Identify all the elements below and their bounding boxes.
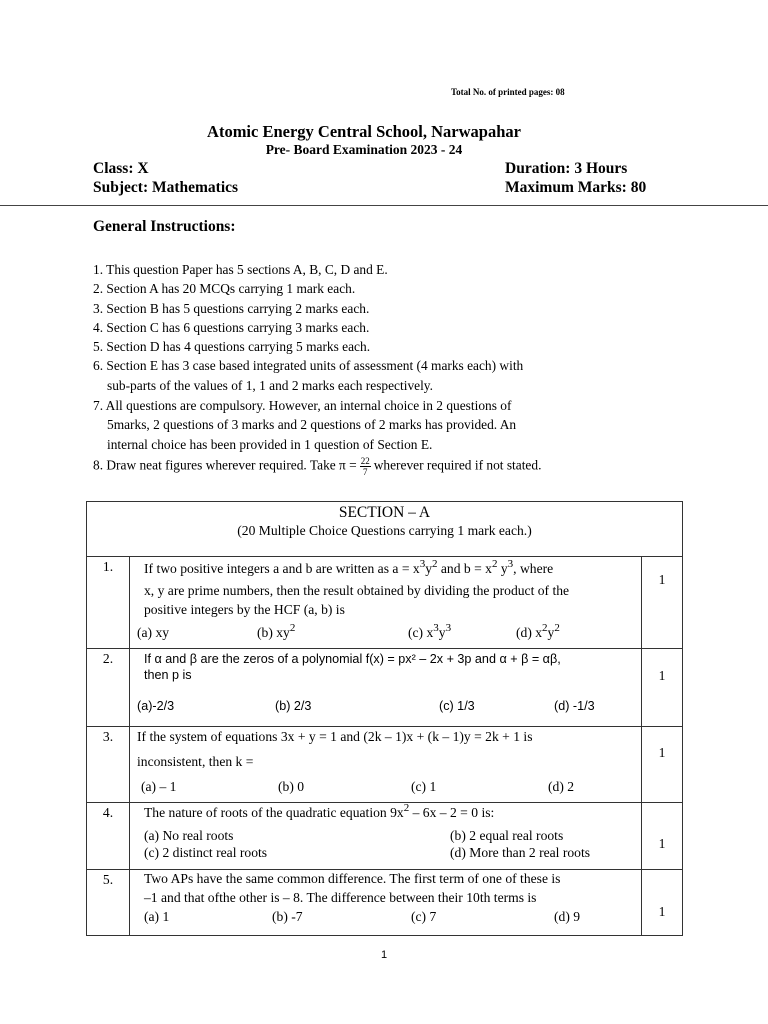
question-text: The nature of roots of the quadratic equation $9x^2 - 6x - 2 = 0$ is:	[144, 802, 495, 820]
option-d: (d) 2	[548, 779, 575, 794]
option-d: (d) $x^2y^2$	[516, 622, 560, 640]
option-a: (a) 1	[144, 909, 170, 924]
question-body	[130, 870, 642, 936]
instruction-item: 3. Section B has 5 questions carrying 2 marks each.	[93, 301, 370, 316]
duration-label: Duration: 3 Hours	[505, 160, 628, 177]
option-b: (b) -7	[272, 909, 303, 924]
question-text: –1 and that ofthe other is – 8. The difference between their 10th terms is	[144, 890, 537, 905]
question-number: 3.	[87, 727, 130, 803]
question-text: If α and β are the zeros of a polynomial f(x) = px² – 2x + 3p and α + β = αβ,	[144, 652, 561, 666]
question-row	[87, 803, 683, 870]
instruction-item: internal choice has been provided in 1 question of Section E.	[107, 437, 433, 452]
question-row	[87, 649, 683, 727]
question-row	[87, 557, 683, 649]
question-text: If the system of equations 3x + y = 1 and (2k – 1)x + (k – 1)y = 2k + 1 is	[137, 729, 533, 744]
instruction-item: 1. This question Paper has 5 sections A, B, C, D and E.	[93, 262, 388, 277]
option-b: (b) 2 equal real roots	[450, 828, 564, 843]
question-number: 5.	[87, 870, 130, 936]
question-marks: 1	[642, 803, 683, 870]
instruction-item: 5marks, 2 questions of 3 marks and 2 questions of 2 marks has provided. An	[107, 417, 517, 432]
option-c: (c) 1	[411, 779, 437, 794]
header-divider	[0, 205, 768, 206]
instruction-item: 5. Section D has 4 questions carrying 5 marks each.	[93, 339, 371, 354]
instruction-item: 2. Section A has 20 MCQs carrying 1 mark each.	[93, 281, 356, 296]
question-text: positive integers by the HCF (a, b) is	[144, 602, 345, 617]
option-b: (b) 2/3	[275, 699, 312, 713]
question-row	[87, 870, 683, 936]
subject-label: Subject: Mathematics	[93, 179, 239, 196]
question-number: 2.	[87, 649, 130, 727]
option-a: (a) xy	[137, 625, 170, 640]
question-body	[130, 727, 642, 803]
question-text: inconsistent, then k =	[137, 754, 254, 769]
option-c: (c) 1/3	[439, 699, 475, 713]
instruction-item-pi: 8. Draw neat figures wherever required. Take π = $\frac{22}{7}$ wherever required if not stated.	[93, 456, 542, 477]
question-text: then p is	[144, 668, 192, 682]
option-d: (d) -1/3	[554, 699, 595, 713]
question-number: 1.	[87, 557, 130, 649]
question-body	[130, 649, 642, 727]
option-b: (b) 0	[278, 779, 305, 794]
option-c: (c) 2 distinct real roots	[144, 845, 268, 860]
option-c: (c) $x^3y^3$	[408, 622, 452, 640]
instruction-item: 6. Section E has 3 case based integrated units of assessment (4 marks each) with	[93, 358, 524, 373]
instructions-heading: General Instructions:	[93, 218, 236, 235]
exam-title: Pre- Board Examination 2023 - 24	[265, 142, 463, 157]
question-number: 4.	[87, 803, 130, 870]
instruction-item: sub-parts of the values of 1, 1 and 2 marks each respectively.	[107, 378, 433, 393]
instruction-item: 4. Section C has 6 questions carrying 3 marks each.	[93, 320, 370, 335]
question-marks: 1	[642, 870, 683, 936]
question-row	[87, 727, 683, 803]
pi-fraction: $\frac{22}{7}$	[360, 456, 370, 477]
section-a-table	[86, 501, 683, 936]
option-a: (a) – 1	[141, 779, 177, 794]
question-marks: 1	[642, 557, 683, 649]
question-text: If two positive integers a and b are written as $a = x^3y^2$ and $b = x^2$ $y^3$, where	[144, 558, 554, 576]
instruction-item: 7. All questions are compulsory. However, an internal choice in 2 questions of	[93, 398, 512, 413]
question-body	[130, 557, 642, 649]
section-title: SECTION – A	[338, 504, 431, 521]
question-text: x, y are prime numbers, then the result obtained by dividing the product of the	[144, 583, 570, 598]
option-d: (d) 9	[554, 909, 581, 924]
max-marks-label: Maximum Marks: 80	[505, 179, 647, 196]
class-label: Class: X	[93, 160, 149, 177]
question-text: Two APs have the same common difference. The first term of one of these is	[144, 871, 561, 886]
section-subtitle: (20 Multiple Choice Questions carrying 1 mark each.)	[237, 523, 532, 538]
option-c: (c) 7	[411, 909, 437, 924]
option-a: (a) No real roots	[144, 828, 234, 843]
section-header	[87, 502, 683, 557]
question-marks: 1	[642, 649, 683, 727]
option-b: (b) $xy^2$	[257, 622, 296, 640]
school-name: Atomic Energy Central School, Narwapahar	[207, 122, 521, 141]
option-a: (a)-2/3	[137, 699, 175, 713]
page-number: 1	[380, 949, 388, 961]
question-marks: 1	[642, 727, 683, 803]
question-body	[130, 803, 642, 870]
option-d: (d) More than 2 real roots	[450, 845, 591, 860]
printed-pages-note: Total No. of printed pages: 08	[451, 87, 565, 97]
